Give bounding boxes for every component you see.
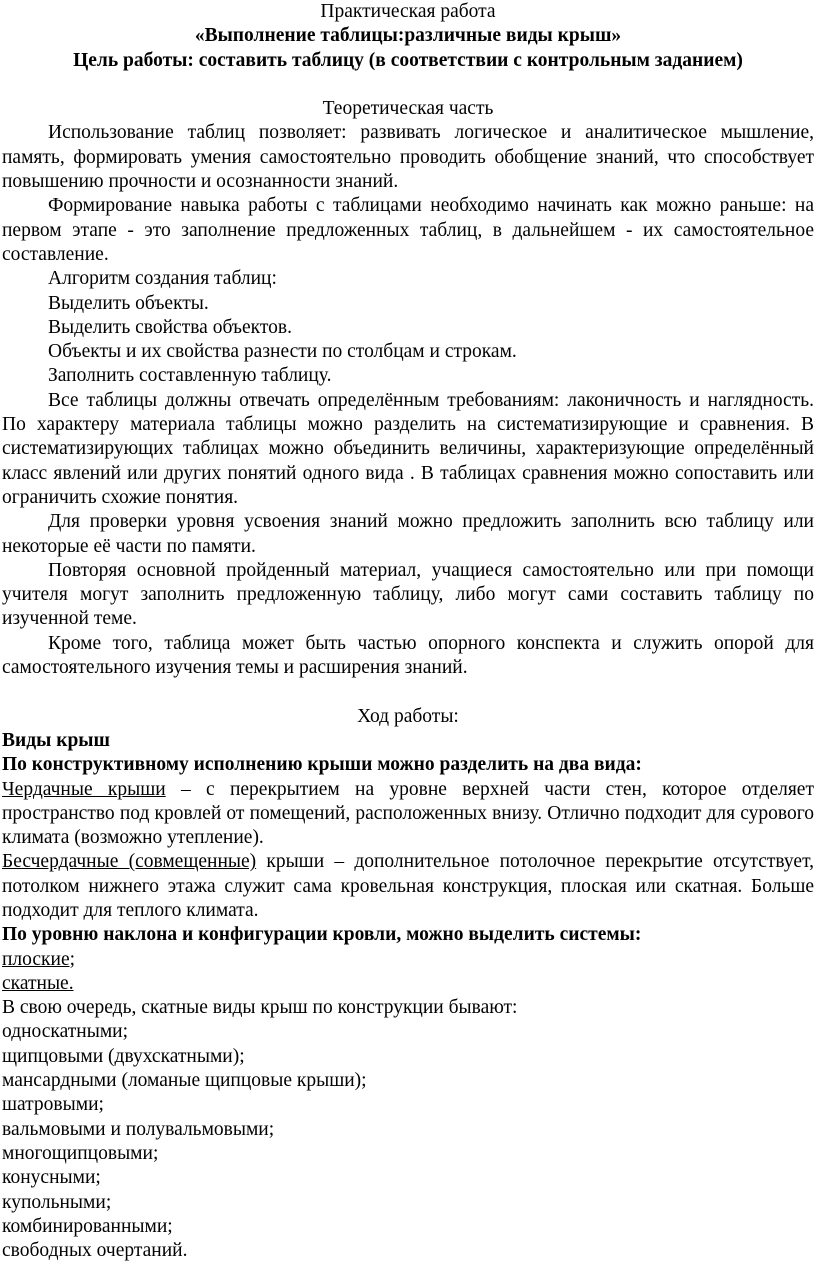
pitched-intro: В свою очередь, скатные виды крыш по конструкции бывают: bbox=[2, 997, 518, 1019]
algorithm-title: Алгоритм создания таблиц: bbox=[48, 268, 277, 290]
system-item: скатные. bbox=[2, 972, 74, 994]
theory-heading: Теоретическая часть bbox=[322, 98, 494, 120]
pitched-type-item: вальмовыми и полувальмовыми; bbox=[2, 1118, 275, 1140]
work-heading: Ход работы: bbox=[357, 705, 459, 727]
pitched-type-item: шатровыми; bbox=[2, 1094, 104, 1116]
theory-paragraph-4: Для проверки уровня усвоения знаний можно предложить заполнить всю таблицу или некоторые её части по памяти. bbox=[2, 511, 814, 557]
work-title: «Выполнение таблицы:различные виды крыш» bbox=[194, 25, 622, 47]
attic-roof-paragraph bbox=[2, 778, 814, 851]
theory-paragraph-6: Кроме того, таблица может быть частью опорного конспекта и служить опорой для самостоятельного изучения темы и расширения знаний. bbox=[2, 632, 814, 679]
spacer bbox=[2, 680, 814, 704]
theory-paragraph-2: Формирование навыка работы с таблицами необходимо начинать как можно раньше: на первом этапе - это заполнение предложенных таблиц, в дальнейшем - их самостоятельное составление. bbox=[2, 195, 814, 265]
slope-title: По уровню наклона и конфигурации кровли, можно выделить системы: bbox=[2, 924, 642, 946]
pitched-type-item: купольными; bbox=[2, 1191, 112, 1213]
system-item: плоские; bbox=[2, 948, 76, 970]
atticless-roof-paragraph bbox=[2, 850, 814, 923]
pitched-type-item: мансардными (ломаные щипцовые крыши); bbox=[2, 1070, 367, 1092]
spacer bbox=[2, 73, 814, 97]
pitched-type-item: конусными; bbox=[2, 1167, 101, 1189]
pitched-type-item: многощипцовыми; bbox=[2, 1142, 159, 1164]
atticless-roof-text: крыши – дополнительное потолочное перекрытие отсутствует, потолком нижнего этажа служит сама кровельная конструкция, плоская или скатная. Больше подходит для теплого климата. bbox=[2, 851, 814, 921]
work-kind: Практическая работа bbox=[320, 1, 496, 22]
attic-roof-text: – с перекрытием на уровне верхней части стен, которое отделяет пространство под кровлей от помещений, расположенных внизу. Отлично подходит для сурового климата (возможно утепление). bbox=[2, 778, 814, 849]
algorithm-step: Заполнить составленную таблицу. bbox=[48, 365, 332, 387]
pitched-type-item: щипцовыми (двухскатными); bbox=[2, 1045, 245, 1067]
pitched-type-item: односкатными; bbox=[2, 1021, 129, 1043]
algorithm-step: Объекты и их свойства разнести по столбцам и строкам. bbox=[48, 341, 517, 363]
theory-paragraph-5: Повторяя основной пройденный материал, учащиеся самостоятельно или при помощи учителя могут заполнить предложенную таблицу, либо могут сами составить таблицу по изученной теме. bbox=[2, 559, 814, 630]
pitched-type-item: комбинированными; bbox=[2, 1215, 173, 1237]
attic-roof-term: Чердачные крыши bbox=[2, 778, 166, 800]
theory-paragraph-3: Все таблицы должны отвечать определённым требованиям: лаконичность и наглядность. По характеру материала таблицы можно разделить на систематизирующие и сравнения. В систематизирующих таблицах можно объединить величины, характеризующие определённый класс явлений или других понятий одного вида . В таблицах сравнения можно сопоставить или ограничить схожие понятия. bbox=[2, 389, 814, 508]
pitched-type-item: свободных очертаний. bbox=[2, 1240, 188, 1262]
theory-paragraph-1: Использование таблиц позволяет: развивать логическое и аналитическое мышление, память, формировать умения самостоятельно проводить обобщение знаний, что способствует повышению прочности и осознанности знаний. bbox=[2, 122, 814, 193]
algorithm-step: Выделить свойства объектов. bbox=[48, 316, 292, 338]
work-goal: Цель работы: составить таблицу (в соответствии с контрольным заданием) bbox=[73, 49, 743, 71]
atticless-roof-term: Бесчердачные (совмещенные) bbox=[2, 851, 257, 873]
construction-title: По конструктивному исполнению крыши можно разделить на два вида: bbox=[2, 754, 642, 776]
roof-types-title: Виды крыш bbox=[2, 729, 110, 751]
algorithm-step: Выделить объекты. bbox=[48, 292, 209, 314]
